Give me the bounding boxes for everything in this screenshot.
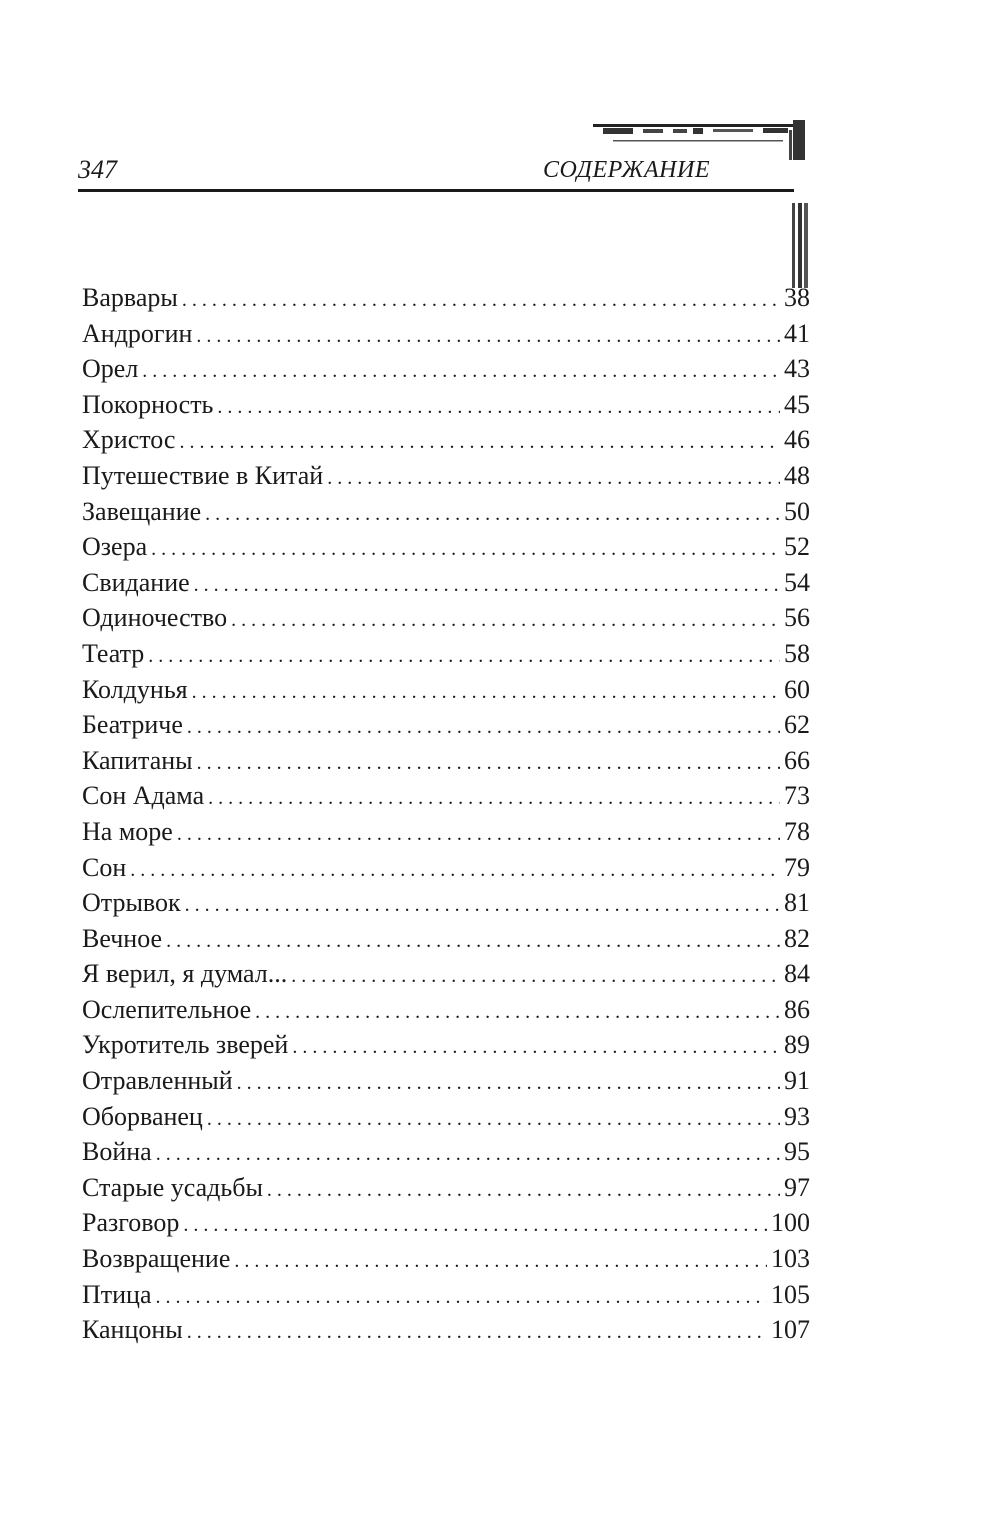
entry-title: Старые усадьбы — [82, 1172, 263, 1202]
entry-page: 58 — [784, 638, 810, 668]
entry-page: 46 — [784, 425, 810, 455]
toc-entry — [82, 707, 810, 743]
dot-leader — [255, 992, 780, 1031]
dot-leader — [148, 636, 780, 675]
entry-title: Колдунья — [82, 674, 188, 704]
entry-page: 105 — [771, 1279, 810, 1309]
entry-page: 78 — [784, 816, 810, 846]
dot-leader — [187, 1312, 767, 1351]
entry-page: 103 — [771, 1244, 810, 1274]
toc-entry — [82, 458, 810, 494]
toc-entry — [82, 351, 810, 387]
toc-entry — [82, 672, 810, 708]
dot-leader — [151, 529, 780, 568]
toc-entry — [82, 885, 810, 921]
toc-entry — [82, 387, 810, 423]
entry-page: 62 — [784, 710, 810, 740]
entry-title: Сон Адама — [82, 781, 205, 811]
dot-leader — [177, 814, 780, 853]
entry-page: 43 — [784, 354, 810, 384]
toc-entry — [82, 422, 810, 458]
dot-leader — [179, 422, 780, 461]
entry-page: 56 — [784, 603, 810, 633]
dot-leader — [205, 494, 780, 533]
entry-page: 91 — [784, 1066, 810, 1096]
dot-leader — [183, 1205, 767, 1244]
dot-leader — [291, 956, 780, 995]
entry-title: Капитаны — [82, 745, 193, 775]
dot-leader — [267, 1170, 780, 1209]
entry-page: 41 — [784, 318, 810, 348]
toc-entry — [82, 814, 810, 850]
entry-title: Озера — [82, 532, 148, 562]
entry-page: 60 — [784, 674, 810, 704]
entry-title: Птица — [82, 1279, 152, 1309]
dot-leader — [207, 1099, 780, 1138]
toc-entry — [82, 743, 810, 779]
entry-title: Война — [82, 1137, 152, 1167]
side-ornament-icon — [790, 203, 810, 288]
entry-title: Театр — [82, 638, 145, 668]
toc-entry — [82, 494, 810, 530]
toc-entry — [82, 1312, 810, 1348]
toc-entry — [82, 280, 810, 316]
dot-leader — [156, 1134, 780, 1173]
running-title: СОДЕРЖАНИЕ — [542, 157, 710, 183]
toc-entry — [82, 600, 810, 636]
entry-page: 73 — [784, 781, 810, 811]
dot-leader — [166, 921, 780, 960]
toc-entry — [82, 1170, 810, 1206]
toc-entry — [82, 1099, 810, 1135]
entry-page: 82 — [784, 923, 810, 953]
entry-title: Свидание — [82, 567, 190, 597]
dot-leader — [217, 387, 780, 426]
dot-leader — [237, 1063, 780, 1102]
toc-entry — [82, 992, 810, 1028]
entry-title: Возвращение — [82, 1244, 231, 1274]
entry-title: Канцоны — [82, 1315, 183, 1345]
dot-leader — [185, 885, 780, 924]
dot-leader — [327, 458, 780, 497]
entry-page: 107 — [771, 1315, 810, 1345]
toc-entry — [82, 956, 810, 992]
entry-title: Отрывок — [82, 888, 181, 918]
table-of-contents — [82, 280, 810, 1348]
dot-leader — [194, 565, 780, 604]
header-rule — [78, 189, 794, 192]
dot-leader — [156, 1277, 767, 1316]
entry-title: Оборванец — [82, 1101, 203, 1131]
entry-title: Путешествие в Китай — [82, 460, 324, 490]
toc-entry — [82, 1134, 810, 1170]
entry-title: Христос — [82, 425, 176, 455]
entry-title: Отравленный — [82, 1066, 233, 1096]
toc-entry — [82, 778, 810, 814]
entry-title: На море — [82, 816, 173, 846]
toc-entry — [82, 1277, 810, 1313]
entry-page: 45 — [784, 389, 810, 419]
entry-title: Варвары — [82, 283, 178, 312]
entry-title: Андрогин — [82, 318, 193, 348]
entry-page: 95 — [784, 1137, 810, 1167]
entry-page: 66 — [784, 745, 810, 775]
entry-page: 89 — [784, 1030, 810, 1060]
entry-page: 97 — [784, 1172, 810, 1202]
entry-page: 100 — [771, 1208, 810, 1238]
entry-page: 54 — [784, 567, 810, 597]
dot-leader — [182, 280, 780, 319]
entry-page: 52 — [784, 532, 810, 562]
toc-entry — [82, 1205, 810, 1241]
toc-entry — [82, 850, 810, 886]
dot-leader — [142, 351, 780, 390]
entry-title: Ослепительное — [82, 994, 252, 1024]
entry-title: Беатриче — [82, 710, 183, 740]
entry-title: Вечное — [82, 923, 163, 953]
toc-entry — [82, 921, 810, 957]
toc-entry — [82, 1027, 810, 1063]
entry-title: Сон — [82, 852, 127, 882]
entry-page: 81 — [784, 888, 810, 918]
dot-leader — [192, 672, 780, 711]
dot-leader — [197, 743, 780, 782]
entry-page: 93 — [784, 1101, 810, 1131]
dot-leader — [196, 316, 780, 355]
entry-title: Покорность — [82, 389, 214, 419]
corner-ornament-icon — [593, 120, 810, 160]
entry-page: 38 — [784, 283, 810, 312]
dot-leader — [234, 1241, 767, 1280]
page-number: 347 — [78, 155, 117, 184]
toc-entry — [82, 565, 810, 601]
dot-leader — [292, 1027, 780, 1066]
toc-entry — [82, 529, 810, 565]
entry-page: 79 — [784, 852, 810, 882]
dot-leader — [130, 850, 780, 889]
entry-page: 86 — [784, 994, 810, 1024]
toc-entry — [82, 316, 810, 352]
dot-leader — [208, 778, 780, 817]
dot-leader — [231, 600, 780, 639]
dot-leader — [187, 707, 780, 746]
entry-page: 48 — [784, 460, 810, 490]
entry-title: Орел — [82, 354, 139, 384]
toc-entry — [82, 636, 810, 672]
entry-title: Одиночество — [82, 603, 228, 633]
entry-page: 50 — [784, 496, 810, 526]
entry-title: Разговор — [82, 1208, 180, 1238]
entry-title: Укротитель зверей — [82, 1030, 289, 1060]
entry-page: 84 — [784, 959, 810, 989]
entry-title: Завещание — [82, 496, 202, 526]
toc-entry — [82, 1063, 810, 1099]
toc-entry — [82, 1241, 810, 1277]
entry-title: Я верил, я думал... — [82, 959, 288, 989]
